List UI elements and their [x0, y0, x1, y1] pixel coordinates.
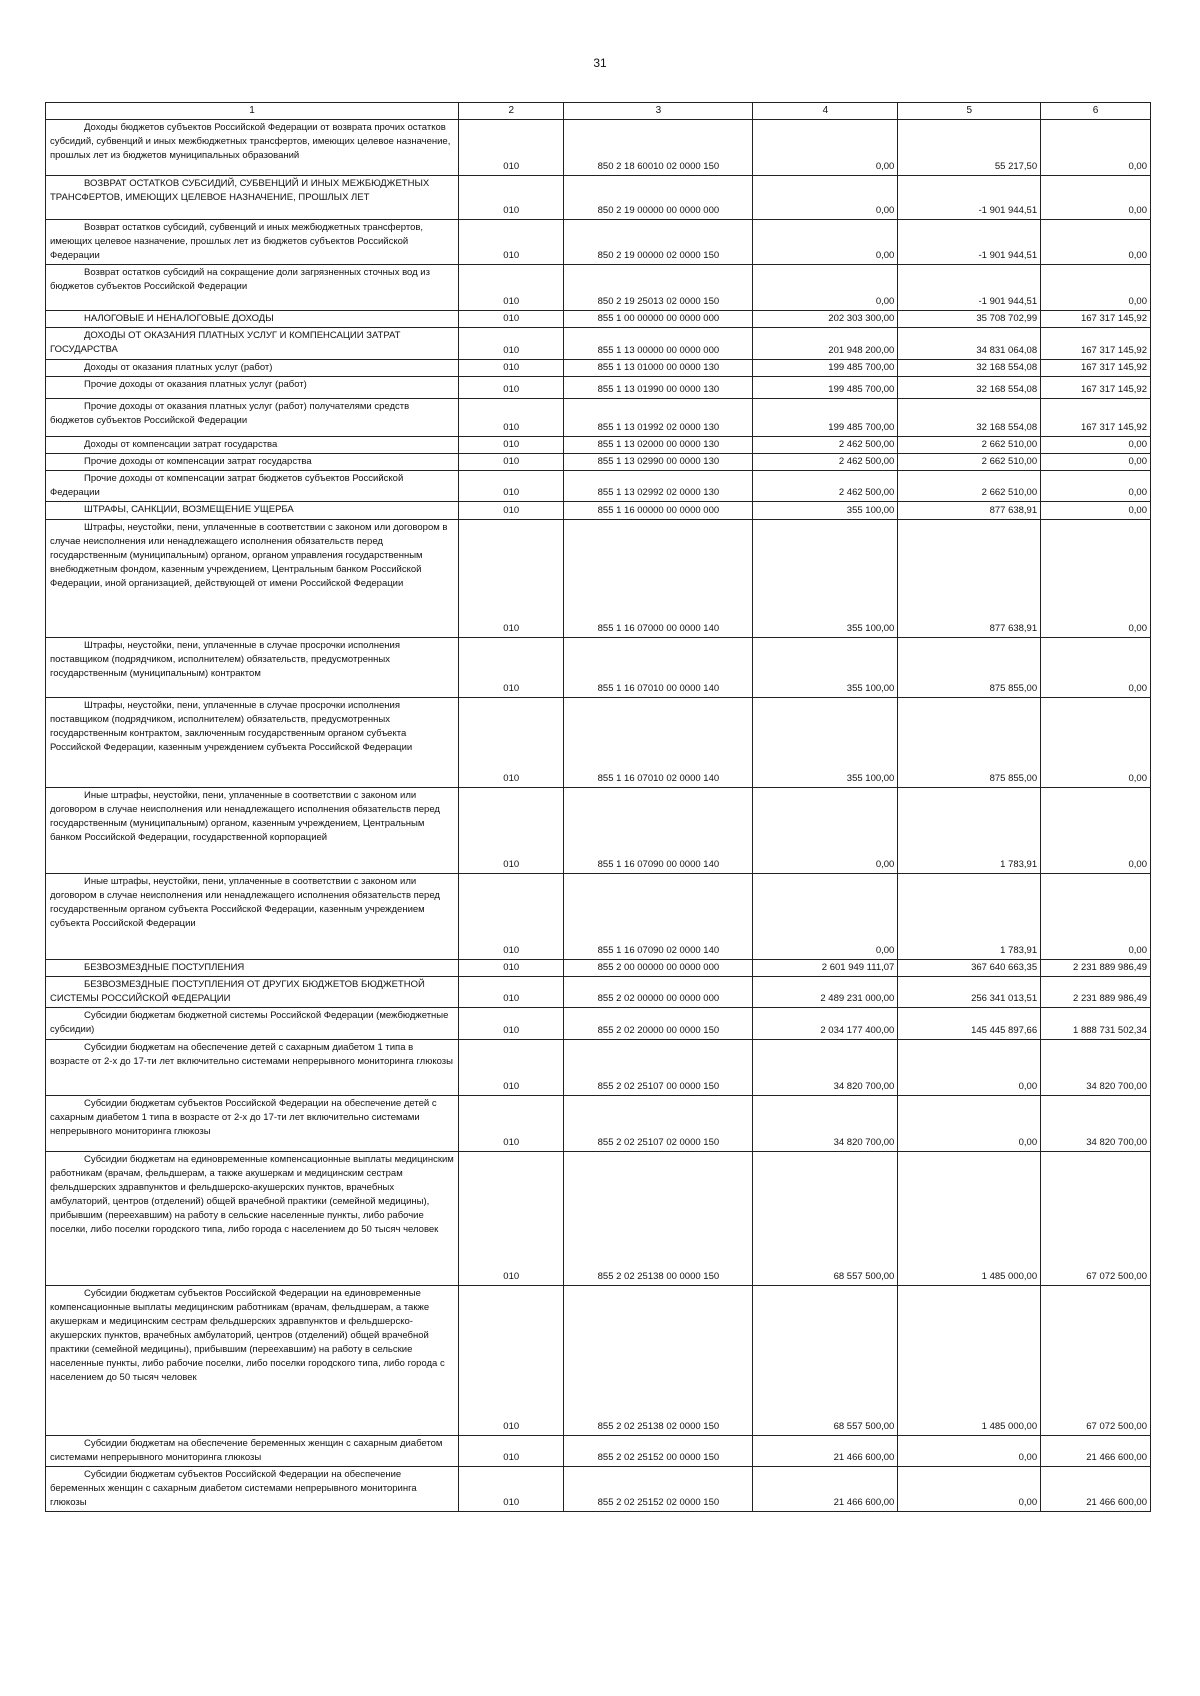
row-line-code-cell: 010	[459, 377, 564, 399]
row-name-cell: Доходы от оказания платных услуг (работ)	[46, 360, 459, 377]
table-row	[46, 1467, 1151, 1512]
table-row	[46, 120, 1151, 176]
table-row	[46, 437, 1151, 454]
row-value-col4-cell: 0,00	[753, 220, 898, 265]
row-budget-code-cell: 855 2 02 25152 00 0000 150	[564, 1436, 753, 1467]
row-line-code-cell: 010	[459, 638, 564, 698]
table-header-row	[46, 103, 1151, 120]
row-line-code-cell: 010	[459, 399, 564, 437]
row-budget-code-cell: 850 2 19 00000 00 0000 000	[564, 176, 753, 220]
table-row	[46, 360, 1151, 377]
row-value-col6-cell: 167 317 145,92	[1041, 360, 1151, 377]
table-row	[46, 265, 1151, 311]
row-value-col6-cell: 2 231 889 986,49	[1041, 960, 1151, 977]
row-value-col5-cell: 0,00	[898, 1040, 1041, 1096]
row-value-col4-cell: 34 820 700,00	[753, 1040, 898, 1096]
table-row	[46, 311, 1151, 328]
row-value-col6-cell: 21 466 600,00	[1041, 1436, 1151, 1467]
row-value-col4-cell: 0,00	[753, 120, 898, 176]
row-budget-code-cell: 855 1 16 07010 00 0000 140	[564, 638, 753, 698]
row-budget-code-cell: 855 1 16 00000 00 0000 000	[564, 502, 753, 520]
row-value-col6-cell: 21 466 600,00	[1041, 1467, 1151, 1512]
row-value-col5-cell: 877 638,91	[898, 520, 1041, 638]
row-name-cell: Возврат остатков субсидий, субвенций и иных межбюджетных трансфертов, имеющих целевое назначение, прошлых лет из бюджетов субъектов Российской Федерации	[46, 220, 459, 265]
row-value-col4-cell: 0,00	[753, 176, 898, 220]
row-name-cell: Субсидии бюджетам субъектов Российской Федерации на единовременные компенсационные выплаты медицинским работникам (врачам, фельдшерам, а также акушеркам и медицинским сестрам фельдшерских здравпунктов и фельдшерско-акушерских пунктов, врачебных амбулаторий, центров (отделений) общей врачебной практики (семейной медицины), прибывшим (переехавшим) на работу в сельские населенные пункты, либо рабочие поселки, либо поселки городского типа, либо города с населением до 50 тысяч человек	[46, 1286, 459, 1436]
row-value-col6-cell: 1 888 731 502,34	[1041, 1008, 1151, 1040]
row-name-cell: ШТРАФЫ, САНКЦИИ, ВОЗМЕЩЕНИЕ УЩЕРБА	[46, 502, 459, 520]
row-value-col5-cell: 2 662 510,00	[898, 454, 1041, 471]
table-row	[46, 399, 1151, 437]
row-budget-code-cell: 855 2 02 25138 00 0000 150	[564, 1152, 753, 1286]
column-header: 1	[46, 103, 459, 120]
row-name-cell: Прочие доходы от оказания платных услуг (работ)	[46, 377, 459, 399]
row-value-col4-cell: 2 601 949 111,07	[753, 960, 898, 977]
row-line-code-cell: 010	[459, 1040, 564, 1096]
column-header: 4	[753, 103, 898, 120]
row-line-code-cell: 010	[459, 520, 564, 638]
row-value-col4-cell: 68 557 500,00	[753, 1286, 898, 1436]
row-name-cell: Штрафы, неустойки, пени, уплаченные в соответствии с законом или договором в случае неисполнения или ненадлежащего исполнения обязательств перед государственным (муниципальным) органом, органом управления государственным внебюджетным фондом, казенным учреждением, Центральным банком Российской Федерации, иной организацией, действующей от имени Российской Федерации	[46, 520, 459, 638]
row-line-code-cell: 010	[459, 437, 564, 454]
row-name-cell: Штрафы, неустойки, пени, уплаченные в случае просрочки исполнения поставщиком (подрядчиком, исполнителем) обязательств, предусмотренных государственным (муниципальным) контрактом	[46, 638, 459, 698]
row-value-col6-cell: 67 072 500,00	[1041, 1286, 1151, 1436]
table-row	[46, 1436, 1151, 1467]
row-budget-code-cell: 855 1 16 07010 02 0000 140	[564, 698, 753, 788]
row-budget-code-cell: 855 2 02 25138 02 0000 150	[564, 1286, 753, 1436]
table-row	[46, 520, 1151, 638]
row-value-col5-cell: 1 485 000,00	[898, 1152, 1041, 1286]
row-value-col4-cell: 0,00	[753, 874, 898, 960]
row-line-code-cell: 010	[459, 471, 564, 502]
row-name-cell: Иные штрафы, неустойки, пени, уплаченные в соответствии с законом или договором в случае неисполнения или ненадлежащего исполнения обязательств перед государственным органом субъекта Российской Федерации, казенным учреждением субъекта Российской Федерации	[46, 874, 459, 960]
row-budget-code-cell: 855 2 02 25107 00 0000 150	[564, 1040, 753, 1096]
row-budget-code-cell: 855 2 02 25152 02 0000 150	[564, 1467, 753, 1512]
budget-table	[45, 102, 1151, 1512]
row-value-col4-cell: 2 462 500,00	[753, 454, 898, 471]
row-budget-code-cell: 855 1 13 02000 00 0000 130	[564, 437, 753, 454]
row-value-col5-cell: -1 901 944,51	[898, 220, 1041, 265]
column-header: 5	[898, 103, 1041, 120]
row-value-col5-cell: 1 485 000,00	[898, 1286, 1041, 1436]
row-line-code-cell: 010	[459, 1467, 564, 1512]
table-row	[46, 1040, 1151, 1096]
row-value-col4-cell: 2 462 500,00	[753, 437, 898, 454]
row-value-col4-cell: 0,00	[753, 788, 898, 874]
table-row	[46, 377, 1151, 399]
row-value-col4-cell: 355 100,00	[753, 502, 898, 520]
row-line-code-cell: 010	[459, 698, 564, 788]
row-name-cell: Доходы бюджетов субъектов Российской Федерации от возврата прочих остатков субсидий, субвенций и иных межбюджетных трансфертов, имеющих целевое назначение, прошлых лет из бюджетов муниципальных образований	[46, 120, 459, 176]
row-budget-code-cell: 855 1 13 02992 02 0000 130	[564, 471, 753, 502]
row-budget-code-cell: 855 1 16 07090 00 0000 140	[564, 788, 753, 874]
row-value-col6-cell: 0,00	[1041, 471, 1151, 502]
row-value-col5-cell: 367 640 663,35	[898, 960, 1041, 977]
row-value-col6-cell: 0,00	[1041, 454, 1151, 471]
row-value-col6-cell: 167 317 145,92	[1041, 311, 1151, 328]
table-row	[46, 454, 1151, 471]
row-line-code-cell: 010	[459, 960, 564, 977]
row-line-code-cell: 010	[459, 502, 564, 520]
table-row	[46, 1096, 1151, 1152]
row-name-cell: ВОЗВРАТ ОСТАТКОВ СУБСИДИЙ, СУБВЕНЦИЙ И ИНЫХ МЕЖБЮДЖЕТНЫХ ТРАНСФЕРТОВ, ИМЕЮЩИХ ЦЕЛЕВОЕ НАЗНАЧЕНИЕ, ПРОШЛЫХ ЛЕТ	[46, 176, 459, 220]
row-value-col4-cell: 68 557 500,00	[753, 1152, 898, 1286]
row-name-cell: Субсидии бюджетам на единовременные компенсационные выплаты медицинским работникам (врачам, фельдшерам, а также акушеркам и медицинским сестрам фельдшерских здравпунктов и фельдшерско-акушерских пунктов, врачебных амбулаторий, центров (отделений) общей врачебной практики (семейной медицины), прибывшим (переехавшим) на работу в сельские населенные пункты, либо рабочие поселки, либо поселки городского типа, либо города с населением до 50 тысяч человек	[46, 1152, 459, 1286]
row-value-col4-cell: 201 948 200,00	[753, 328, 898, 360]
row-line-code-cell: 010	[459, 120, 564, 176]
table-row	[46, 1152, 1151, 1286]
row-name-cell: Субсидии бюджетам бюджетной системы Российской Федерации (межбюджетные субсидии)	[46, 1008, 459, 1040]
row-budget-code-cell: 855 2 02 00000 00 0000 000	[564, 977, 753, 1008]
row-value-col6-cell: 167 317 145,92	[1041, 377, 1151, 399]
row-line-code-cell: 010	[459, 311, 564, 328]
row-line-code-cell: 010	[459, 454, 564, 471]
table-row	[46, 788, 1151, 874]
table-row	[46, 220, 1151, 265]
row-name-cell: Прочие доходы от компенсации затрат бюджетов субъектов Российской Федерации	[46, 471, 459, 502]
row-value-col4-cell: 199 485 700,00	[753, 377, 898, 399]
row-name-cell: БЕЗВОЗМЕЗДНЫЕ ПОСТУПЛЕНИЯ ОТ ДРУГИХ БЮДЖЕТОВ БЮДЖЕТНОЙ СИСТЕМЫ РОССИЙСКОЙ ФЕДЕРАЦИИ	[46, 977, 459, 1008]
row-budget-code-cell: 855 2 00 00000 00 0000 000	[564, 960, 753, 977]
row-value-col4-cell: 199 485 700,00	[753, 360, 898, 377]
row-value-col5-cell: -1 901 944,51	[898, 265, 1041, 311]
row-value-col6-cell: 0,00	[1041, 437, 1151, 454]
row-value-col5-cell: 875 855,00	[898, 638, 1041, 698]
row-budget-code-cell: 855 1 16 07000 00 0000 140	[564, 520, 753, 638]
row-value-col4-cell: 355 100,00	[753, 698, 898, 788]
row-budget-code-cell: 855 1 13 00000 00 0000 000	[564, 328, 753, 360]
row-value-col5-cell: 256 341 013,51	[898, 977, 1041, 1008]
table-row	[46, 328, 1151, 360]
row-line-code-cell: 010	[459, 360, 564, 377]
row-line-code-cell: 010	[459, 265, 564, 311]
row-value-col5-cell: 1 783,91	[898, 874, 1041, 960]
table-row	[46, 977, 1151, 1008]
table-row	[46, 874, 1151, 960]
row-value-col4-cell: 202 303 300,00	[753, 311, 898, 328]
row-value-col5-cell: 32 168 554,08	[898, 399, 1041, 437]
row-value-col6-cell: 0,00	[1041, 638, 1151, 698]
row-budget-code-cell: 850 2 19 00000 02 0000 150	[564, 220, 753, 265]
row-value-col4-cell: 355 100,00	[753, 520, 898, 638]
row-line-code-cell: 010	[459, 1436, 564, 1467]
row-value-col5-cell: 2 662 510,00	[898, 471, 1041, 502]
row-value-col5-cell: 1 783,91	[898, 788, 1041, 874]
row-value-col5-cell: 34 831 064,08	[898, 328, 1041, 360]
row-line-code-cell: 010	[459, 874, 564, 960]
row-line-code-cell: 010	[459, 328, 564, 360]
row-value-col5-cell: 55 217,50	[898, 120, 1041, 176]
row-value-col6-cell: 0,00	[1041, 520, 1151, 638]
row-value-col5-cell: 877 638,91	[898, 502, 1041, 520]
table-row	[46, 698, 1151, 788]
row-value-col6-cell: 0,00	[1041, 220, 1151, 265]
row-value-col6-cell: 0,00	[1041, 265, 1151, 311]
row-name-cell: Доходы от компенсации затрат государства	[46, 437, 459, 454]
row-value-col5-cell: 145 445 897,66	[898, 1008, 1041, 1040]
column-header: 2	[459, 103, 564, 120]
column-header: 6	[1041, 103, 1151, 120]
row-name-cell: Субсидии бюджетам субъектов Российской Федерации на обеспечение беременных женщин с сахарным диабетом системами непрерывного мониторинга глюкозы	[46, 1467, 459, 1512]
row-budget-code-cell: 855 1 16 07090 02 0000 140	[564, 874, 753, 960]
row-value-col5-cell: -1 901 944,51	[898, 176, 1041, 220]
row-name-cell: Прочие доходы от оказания платных услуг (работ) получателями средств бюджетов субъектов Российской Федерации	[46, 399, 459, 437]
row-value-col4-cell: 2 034 177 400,00	[753, 1008, 898, 1040]
row-name-cell: Иные штрафы, неустойки, пени, уплаченные в соответствии с законом или договором в случае неисполнения или ненадлежащего исполнения обязательств перед государственным (муниципальным) органом, казенным учреждением, Центральным банком Российской Федерации, государственной корпорацией	[46, 788, 459, 874]
row-value-col6-cell: 167 317 145,92	[1041, 399, 1151, 437]
row-value-col4-cell: 2 462 500,00	[753, 471, 898, 502]
row-line-code-cell: 010	[459, 788, 564, 874]
row-budget-code-cell: 855 1 13 01000 00 0000 130	[564, 360, 753, 377]
row-budget-code-cell: 855 1 00 00000 00 0000 000	[564, 311, 753, 328]
row-budget-code-cell: 855 1 13 01990 00 0000 130	[564, 377, 753, 399]
table-row	[46, 638, 1151, 698]
row-value-col5-cell: 32 168 554,08	[898, 377, 1041, 399]
table-body	[46, 120, 1151, 1512]
row-value-col4-cell: 21 466 600,00	[753, 1467, 898, 1512]
row-line-code-cell: 010	[459, 1152, 564, 1286]
row-budget-code-cell: 855 2 02 20000 00 0000 150	[564, 1008, 753, 1040]
table-row	[46, 1286, 1151, 1436]
row-name-cell: ДОХОДЫ ОТ ОКАЗАНИЯ ПЛАТНЫХ УСЛУГ И КОМПЕНСАЦИИ ЗАТРАТ ГОСУДАРСТВА	[46, 328, 459, 360]
row-value-col6-cell: 34 820 700,00	[1041, 1096, 1151, 1152]
row-name-cell: БЕЗВОЗМЕЗДНЫЕ ПОСТУПЛЕНИЯ	[46, 960, 459, 977]
row-value-col6-cell: 67 072 500,00	[1041, 1152, 1151, 1286]
row-budget-code-cell: 855 2 02 25107 02 0000 150	[564, 1096, 753, 1152]
row-value-col5-cell: 0,00	[898, 1436, 1041, 1467]
row-value-col5-cell: 0,00	[898, 1096, 1041, 1152]
row-value-col5-cell: 32 168 554,08	[898, 360, 1041, 377]
row-name-cell: Субсидии бюджетам на обеспечение детей с сахарным диабетом 1 типа в возрасте от 2-х до 17-ти лет включительно системами непрерывного мониторинга глюкозы	[46, 1040, 459, 1096]
row-value-col6-cell: 0,00	[1041, 874, 1151, 960]
row-value-col6-cell: 0,00	[1041, 698, 1151, 788]
row-budget-code-cell: 850 2 19 25013 02 0000 150	[564, 265, 753, 311]
row-value-col4-cell: 199 485 700,00	[753, 399, 898, 437]
table-row	[46, 471, 1151, 502]
row-value-col6-cell: 0,00	[1041, 120, 1151, 176]
row-line-code-cell: 010	[459, 977, 564, 1008]
row-value-col5-cell: 35 708 702,99	[898, 311, 1041, 328]
row-budget-code-cell: 855 1 13 01992 02 0000 130	[564, 399, 753, 437]
row-value-col4-cell: 355 100,00	[753, 638, 898, 698]
row-value-col6-cell: 2 231 889 986,49	[1041, 977, 1151, 1008]
row-value-col6-cell: 34 820 700,00	[1041, 1040, 1151, 1096]
row-name-cell: Субсидии бюджетам субъектов Российской Федерации на обеспечение детей с сахарным диабетом 1 типа в возрасте от 2-х до 17-ти лет включительно системами непрерывного мониторинга глюкозы	[46, 1096, 459, 1152]
row-name-cell: Субсидии бюджетам на обеспечение беременных женщин с сахарным диабетом системами непрерывного мониторинга глюкозы	[46, 1436, 459, 1467]
row-value-col6-cell: 0,00	[1041, 788, 1151, 874]
row-line-code-cell: 010	[459, 1008, 564, 1040]
row-value-col4-cell: 34 820 700,00	[753, 1096, 898, 1152]
row-budget-code-cell: 855 1 13 02990 00 0000 130	[564, 454, 753, 471]
row-name-cell: НАЛОГОВЫЕ И НЕНАЛОГОВЫЕ ДОХОДЫ	[46, 311, 459, 328]
table-row	[46, 1008, 1151, 1040]
table-row	[46, 960, 1151, 977]
table-row	[46, 176, 1151, 220]
row-value-col6-cell: 0,00	[1041, 502, 1151, 520]
row-name-cell: Штрафы, неустойки, пени, уплаченные в случае просрочки исполнения поставщиком (подрядчиком, исполнителем) обязательств, предусмотренных государственным контрактом, заключенным государственным органом субъекта Российской Федерации, казенным учреждением субъекта Российской Федерации	[46, 698, 459, 788]
row-value-col6-cell: 0,00	[1041, 176, 1151, 220]
row-value-col5-cell: 0,00	[898, 1467, 1041, 1512]
row-value-col6-cell: 167 317 145,92	[1041, 328, 1151, 360]
row-line-code-cell: 010	[459, 176, 564, 220]
table-row	[46, 502, 1151, 520]
row-line-code-cell: 010	[459, 220, 564, 265]
row-value-col5-cell: 875 855,00	[898, 698, 1041, 788]
row-name-cell: Прочие доходы от компенсации затрат государства	[46, 454, 459, 471]
page-number: 31	[593, 56, 607, 70]
row-value-col5-cell: 2 662 510,00	[898, 437, 1041, 454]
row-value-col4-cell: 0,00	[753, 265, 898, 311]
column-header: 3	[564, 103, 753, 120]
row-value-col4-cell: 21 466 600,00	[753, 1436, 898, 1467]
row-name-cell: Возврат остатков субсидий на сокращение доли загрязненных сточных вод из бюджетов субъектов Российской Федерации	[46, 265, 459, 311]
row-line-code-cell: 010	[459, 1096, 564, 1152]
row-budget-code-cell: 850 2 18 60010 02 0000 150	[564, 120, 753, 176]
row-line-code-cell: 010	[459, 1286, 564, 1436]
row-value-col4-cell: 2 489 231 000,00	[753, 977, 898, 1008]
